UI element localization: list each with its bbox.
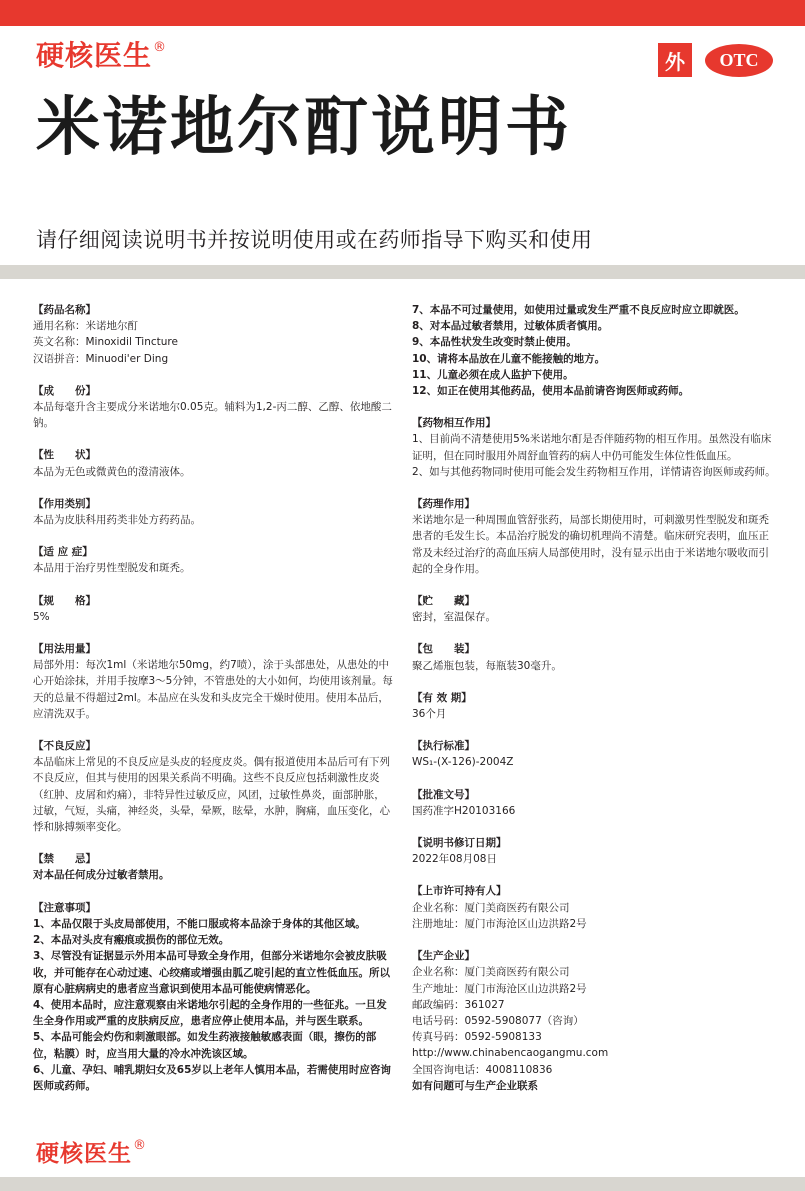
section-header: 【药理作用】 [412, 498, 475, 511]
section-header: 【有 效 期】 [412, 691, 472, 704]
section-header: 【生产企业】 [412, 950, 475, 963]
precaution-item: 8、对本品过敏者禁用，过敏体质者慎用。 [412, 320, 609, 333]
precaution-item: 4、使用本品时，应注意观察由米诺地尔引起的全身作用的一些征兆。一旦发生全身作用或严重的皮肤病反应，患者应停止使用本品，并与医生联系。 [33, 998, 387, 1028]
brand-logo [36, 40, 167, 72]
section-interactions [412, 415, 778, 480]
website-url: http://www.chinabencaogangmu.com [412, 1047, 609, 1060]
top-red-bar [0, 0, 805, 26]
section-header: 【性 状】 [33, 449, 96, 462]
section-storage [412, 593, 778, 625]
section-header: 【说明书修订日期】 [412, 837, 507, 850]
precaution-item: 1、本品仅限于头皮局部使用，不能口服或将本品涂于身体的其他区域。 [33, 917, 366, 930]
generic-name: 通用名称：米诺地尔酊 [33, 320, 138, 333]
left-column [33, 302, 395, 1110]
section-header: 【适 应 症】 [33, 546, 93, 559]
section-header: 【药物相互作用】 [412, 417, 496, 430]
precaution-item: 2、本品对头皮有瘢痕或损伤的部位无效。 [33, 934, 230, 947]
section-header: 【注意事项】 [33, 901, 96, 914]
separator-band [0, 265, 805, 279]
manufacturer-address: 生产地址：厦门市海沧区山边洪路2号 [412, 982, 587, 995]
section-header: 【贮 藏】 [412, 595, 475, 608]
standard-text: WS₁-(X-126)-2004Z [412, 756, 514, 769]
section-ingredients [33, 383, 395, 432]
precaution-item: 6、儿童、孕妇、哺乳期妇女及65岁以上老年人慎用本品，若需使用时应咨询医师或药师。 [33, 1063, 391, 1092]
section-standard [412, 738, 778, 770]
interaction-item: 1、目前尚不清楚使用5%米诺地尔酊是否伴随药物的相互作用。虽然没有临床证明，但在同时服用外周舒血管药的病人中仍可能发生体位性低血压。 [412, 433, 772, 462]
precaution-item: 3、尽管没有证据显示外用本品可导致全身作用，但部分米诺地尔会被皮肤吸收，并可能存在心动过速、心绞痛或增强由胍乙啶引起的直立性低血压。所以原有心脏病病史的患者应当意识到使用本品可能使病情恶化。 [33, 950, 390, 995]
precaution-item: 12、如正在使用其他药品，使用本品前请咨询医师或药师。 [412, 385, 690, 398]
validity-text: 36个月 [412, 708, 447, 721]
approval-text: 国药准字H20103166 [412, 804, 516, 817]
precaution-item: 9、本品性状发生改变时禁止使用。 [412, 336, 577, 349]
section-header: 【上市许可持有人】 [412, 885, 507, 898]
section-header: 【禁 忌】 [33, 853, 96, 866]
section-description [33, 447, 395, 479]
section-license-holder [412, 883, 778, 932]
section-adverse-reactions [33, 738, 395, 835]
section-drug-name [33, 302, 395, 367]
section-header: 【用法用量】 [33, 643, 96, 656]
section-header: 【成 份】 [33, 384, 96, 397]
right-column [412, 302, 778, 1110]
section-specification [33, 593, 395, 625]
phone-number: 电话号码：0592-5908077（咨询） [412, 1014, 584, 1027]
section-header: 【药品名称】 [33, 304, 96, 316]
external-use-badge: 外 [658, 43, 692, 77]
precaution-item: 5、本品可能会灼伤和刺激眼部。如发生药液接触敏感表面（眼，擦伤的部位，粘膜）时，应当用大量的冷水冲洗该区域。 [33, 1031, 377, 1060]
section-header: 【作用类别】 [33, 497, 96, 510]
section-precautions [33, 900, 395, 1094]
otc-badge: OTC [705, 44, 773, 77]
holder-address: 注册地址：厦门市海沧区山边洪路2号 [412, 917, 587, 930]
indications-text: 本品用于治疗男性型脱发和斑秃。 [33, 562, 191, 575]
precaution-item: 10、请将本品放在儿童不能接触的地方。 [412, 352, 606, 365]
footer-band [0, 1177, 805, 1191]
section-manufacturer [412, 948, 778, 1094]
brand-name: 硬核医生® [36, 39, 168, 72]
manufacturer-name: 企业名称：厦门美商医药有限公司 [412, 966, 570, 979]
package-text: 聚乙烯瓶包装，每瓶装30毫升。 [412, 659, 562, 672]
section-header: 【执行标准】 [412, 740, 475, 753]
precaution-item: 11、儿童必须在成人监护下使用。 [412, 368, 574, 381]
section-precautions-continued [412, 302, 778, 399]
section-pharmacology [412, 496, 778, 577]
section-header: 【包 装】 [412, 643, 475, 656]
page-subtitle: 请仔细阅读说明书并按说明使用或在药师指导下购买和使用 [36, 228, 593, 252]
pinyin-name: 汉语拼音：Minuodi'er Ding [33, 352, 169, 365]
section-dosage [33, 641, 395, 722]
section-indications [33, 544, 395, 576]
section-header: 【不良反应】 [33, 740, 96, 753]
section-contraindications [33, 851, 395, 883]
contact-note: 如有问题可与生产企业联系 [412, 1079, 538, 1092]
footer-brand-logo [36, 1138, 147, 1170]
dosage-text: 局部外用：每次1ml（米诺地尔50mg，约7喷），涂于头部患处，从患处的中心开始涂抹，并用手按摩3～5分钟，不管患处的大小如何，均使用该剂量。每天的总量不得超过2ml。本品应在头发和头皮完全干燥时使用。使用本品后，应清洗双手。 [33, 659, 393, 720]
adverse-text: 本品临床上常见的不良反应是头皮的轻度皮炎。偶有报道使用本品后可有下列不良反应，但其与使用的因果关系尚不明确。这些不良反应包括刺激性皮炎（红肿、皮屑和灼痛），非特异性过敏反应，风团，过敏性鼻炎，面部肿胀，过敏，气短，头痛，神经炎，头晕，晕厥，眩晕，水肿，胸痛，血压变化，心悸和脉搏频率变化。 [33, 756, 390, 834]
pharmacology-text: 米诺地尔是一种周围血管舒张药，局部长期使用时，可刺激男性型脱发和斑秃患者的毛发生长。本品治疗脱发的确切机理尚不清楚。临床研究表明，血压正常及未经过治疗的高血压病人局部使用时，没有显示出由于米诺地尔吸收而引起的全身作用。 [412, 514, 769, 575]
precaution-item: 7、本品不可过量使用，如使用过量或发生严重不良反应时应立即就医。 [412, 304, 745, 316]
holder-name: 企业名称：厦门美商医药有限公司 [412, 901, 570, 914]
section-header: 【规 格】 [33, 594, 96, 607]
section-header: 【批准文号】 [412, 788, 475, 801]
category-text: 本品为皮肤科用药类非处方药药品。 [33, 514, 201, 527]
storage-text: 密封，室温保存。 [412, 611, 496, 624]
section-validity [412, 690, 778, 722]
contraindications-text: 对本品任何成分过敏者禁用。 [33, 869, 170, 882]
page-title: 米诺地尔酊说明书 [36, 91, 572, 165]
description-text: 本品为无色或微黄色的澄清液体。 [33, 465, 191, 478]
postal-code: 邮政编码：361027 [412, 998, 505, 1011]
footer-brand-name: 硬核医生® [36, 1138, 147, 1167]
section-category [33, 496, 395, 528]
section-approval-number [412, 787, 778, 819]
fax-number: 传真号码：0592-5908133 [412, 1031, 542, 1044]
english-name: 英文名称：Minoxidil Tincture [33, 336, 178, 349]
specification-text: 5% [33, 610, 50, 623]
interaction-item: 2、如与其他药物同时使用可能会发生药物相互作用，详情请咨询医师或药师。 [412, 465, 776, 478]
section-revision-date [412, 835, 778, 867]
hotline: 全国咨询电话：4008110836 [412, 1063, 553, 1076]
ingredients-text: 本品每毫升含主要成分米诺地尔0.05克。辅料为1,2-丙二醇、乙醇、依地酸二钠。 [33, 401, 392, 430]
revision-text: 2022年08月08日 [412, 853, 497, 866]
section-package [412, 641, 778, 673]
